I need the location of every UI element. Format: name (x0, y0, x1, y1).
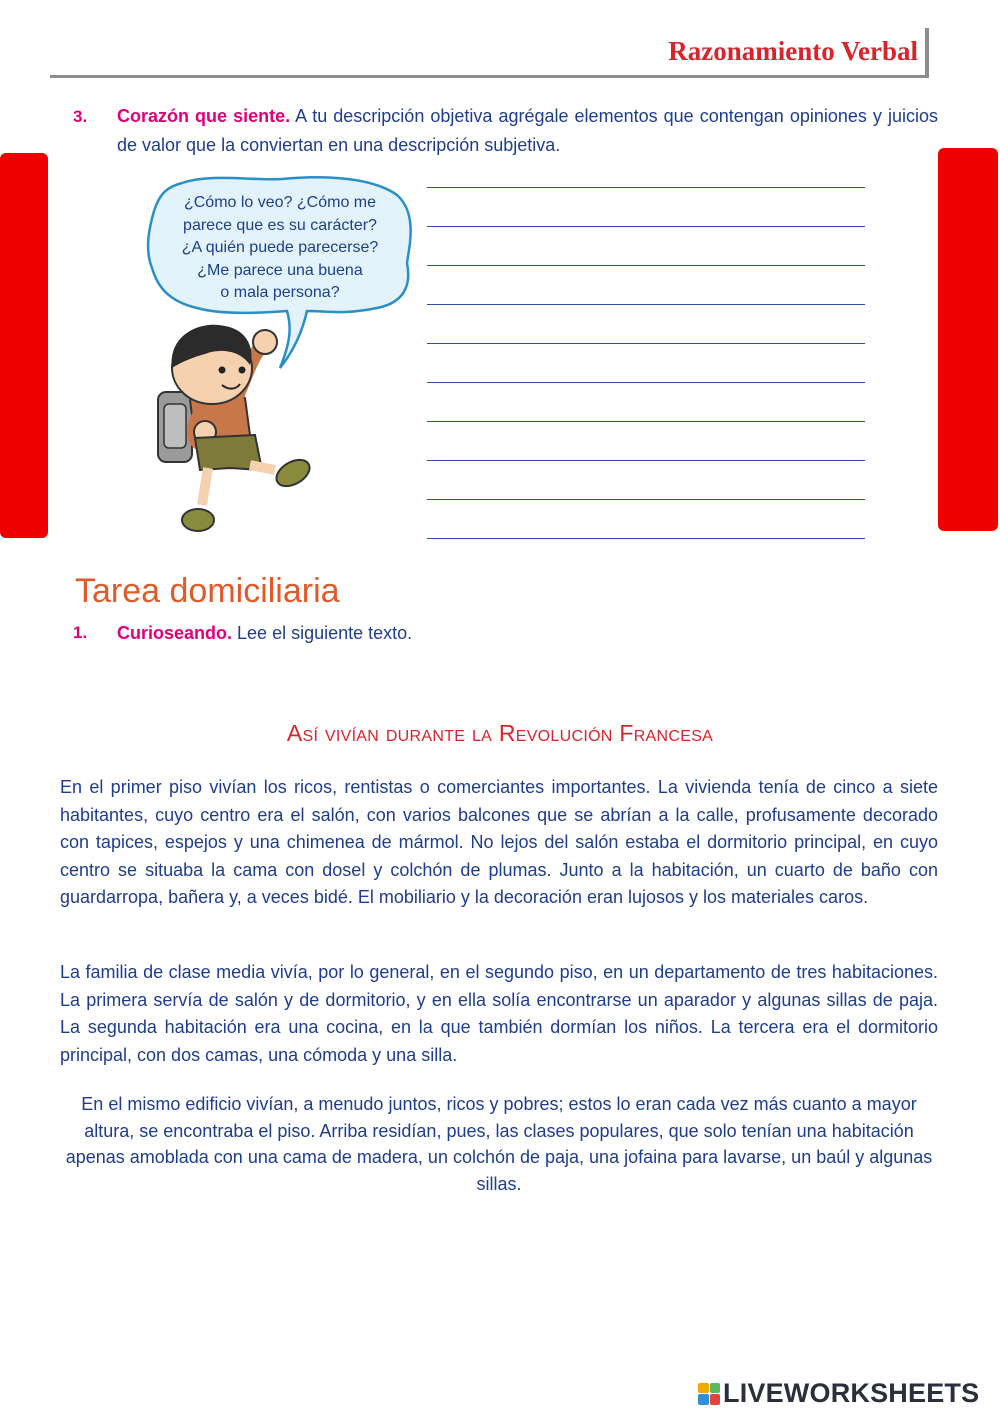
liveworksheets-logo-text: LIVEWORKSHEETS (723, 1378, 980, 1408)
left-side-tab (0, 153, 48, 538)
right-side-tab (938, 148, 998, 531)
answer-line-8[interactable] (427, 460, 865, 461)
liveworksheets-logo[interactable] (698, 1378, 979, 1409)
boy-illustration (150, 320, 320, 540)
article-paragraph-3: En el mismo edificio vivían, a menudo juntos, ricos y pobres; estos lo eran cada vez más cuanto a mayor altura, se encontraba el piso. Arriba residían, pues, las clases populares, que solo tenían una habitación apenas amoblada con una cama de madera, un colchón de paja, una jofaina para lavarse, un baúl y algunas sillas. (65, 1094, 933, 1194)
answer-line-5[interactable] (427, 343, 865, 344)
answer-line-3[interactable] (427, 265, 865, 266)
exercise-3-label: Corazón que siente. (117, 106, 291, 126)
exercise-3-body (117, 102, 938, 160)
homework-title: Tarea domiciliaria (75, 572, 340, 610)
answer-line-4[interactable] (427, 304, 865, 305)
article-paragraph-2: La familia de clase media vivía, por lo general, en el segundo piso, en un departamento de tres habitaciones. La primera servía de salón y de dormitorio, y en ella solía encontrarse un aparador y algunas sillas de paja. La segunda habitación era una cocina, en la que también dormían los niños. La tercera era el dormitorio principal, con dos camas, una cómoda y una silla. (60, 962, 938, 1065)
bubble-line: o mala persona? (220, 284, 340, 301)
article-title: Así vivían durante la Revolución Francesa (286, 720, 714, 746)
answer-line-6[interactable] (427, 382, 865, 383)
answer-line-10[interactable] (427, 538, 865, 539)
bubble-line: parece que es su carácter? (183, 216, 377, 234)
homework-item-1-label: Curioseando. (117, 623, 233, 643)
bubble-line: ¿Me parece una buena (197, 261, 363, 279)
header-divider-vertical (925, 28, 929, 78)
homework-item-1 (73, 620, 412, 646)
liveworksheets-logo-icon (698, 1383, 720, 1405)
bubble-line: ¿A quién puede parecerse? (181, 239, 379, 256)
homework-item-1-number: 1. (73, 623, 88, 642)
page-header-title: Razonamiento Verbal (668, 36, 918, 66)
answer-line-9[interactable] (427, 499, 865, 500)
exercise-3-number: 3. (73, 107, 88, 126)
speech-bubble-text (160, 192, 400, 305)
homework-item-1-text: Lee el siguiente texto. (237, 623, 413, 643)
answer-line-7[interactable] (427, 421, 865, 422)
homework-item-1-body (117, 620, 412, 646)
answer-line-1[interactable] (427, 187, 865, 188)
header-divider (50, 75, 928, 78)
answer-line-2[interactable] (427, 226, 865, 227)
exercise-3 (73, 102, 938, 160)
exercise-3-text: A tu descripción objetiva agrégale elementos que contengan opiniones y juicios de valor que la conviertan en una descripción subjetiva. (117, 106, 938, 155)
article-paragraph-1: En el primer piso vivían los ricos, rentistas o comerciantes importantes. La vivienda tenía de cinco a siete habitantes, cuyo centro era el salón, con varios balcones que se abrían a la calle, profusamente decorado con tapices, espejos y una chimenea de mármol. No lejos del salón estaba el dormitorio principal, en cuyo centro se situaba la cama con dosel y colchón de plumas. Junto a la habitación, un cuarto de baño con guardarropa, bañera y, a veces bidé. El mobiliario y la decoración eran lujosos y los materiales caros. (60, 777, 938, 907)
bubble-line: ¿Cómo lo veo? ¿Cómo me (183, 194, 377, 211)
